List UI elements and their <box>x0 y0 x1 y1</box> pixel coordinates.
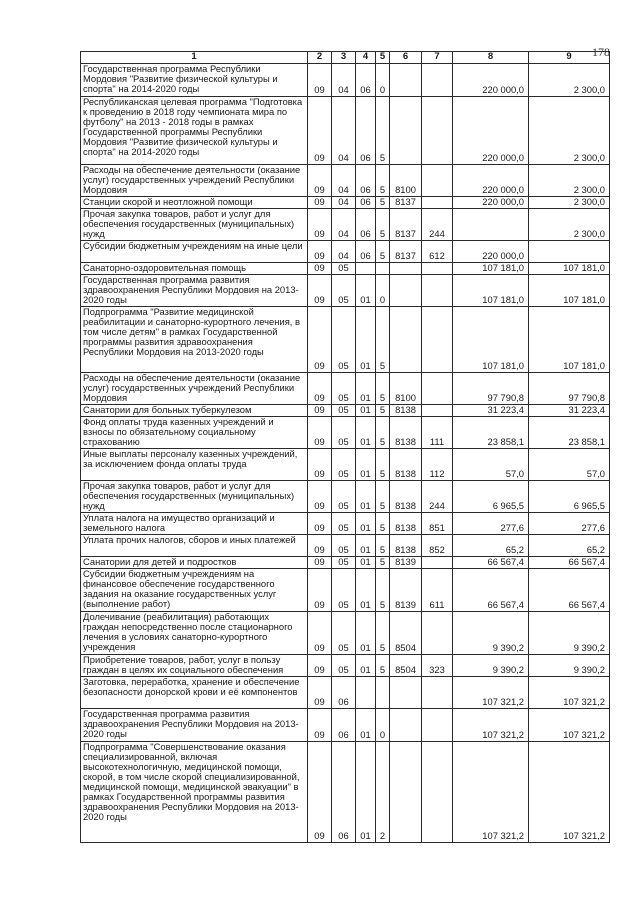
row-expense-type-code <box>422 197 453 209</box>
row-expense-type-code: 852 <box>422 535 453 557</box>
row-amount-col8: 97 790,8 <box>453 373 529 405</box>
row-description: Станции скорой и неотложной помощи <box>81 197 308 209</box>
row-subsection-code: 05 <box>332 373 356 405</box>
row-expense-type-code: 323 <box>422 655 453 677</box>
row-subsection-code: 06 <box>332 709 356 742</box>
row-description: Государственная программа развития здравоохранения Республики Мордовия на 2013-2020 годы <box>81 275 308 307</box>
row-expense-type-code <box>422 263 453 275</box>
row-description: Прочая закупка товаров, работ и услуг для обеспечения государственных (муниципальных) нужд <box>81 481 308 513</box>
row-program-code: 01 <box>356 449 376 481</box>
row-target-code <box>390 677 422 709</box>
row-subprogram-code: 5 <box>376 197 390 209</box>
row-program-code: 01 <box>356 742 376 843</box>
row-expense-type-code <box>422 165 453 197</box>
row-subsection-code: 05 <box>332 449 356 481</box>
row-subsection-code: 05 <box>332 655 356 677</box>
table-row <box>81 373 610 405</box>
row-subsection-code: 04 <box>332 197 356 209</box>
row-expense-type-code <box>422 612 453 655</box>
table-row <box>81 417 610 449</box>
row-target-code <box>390 263 422 275</box>
row-amount-col9: 66 567,4 <box>529 569 610 612</box>
row-program-code: 01 <box>356 373 376 405</box>
row-amount-col9: 97 790,8 <box>529 373 610 405</box>
row-amount-col8: 107 321,2 <box>453 742 529 843</box>
row-target-code <box>390 97 422 165</box>
row-program-code: 01 <box>356 481 376 513</box>
row-section-code: 09 <box>308 165 332 197</box>
row-description: Прочая закупка товаров, работ и услуг для обеспечения государственных (муниципальных) нужд <box>81 209 308 241</box>
table-row <box>81 64 610 97</box>
row-expense-type-code <box>422 405 453 417</box>
row-description: Расходы на обеспечение деятельности (оказание услуг) государственных учреждений Республики Мордовия <box>81 165 308 197</box>
row-amount-col8: 220 000,0 <box>453 197 529 209</box>
header-cell: 6 <box>390 52 422 64</box>
row-amount-col8: 66 567,4 <box>453 569 529 612</box>
row-subprogram-code: 5 <box>376 449 390 481</box>
row-subsection-code: 05 <box>332 417 356 449</box>
row-section-code: 09 <box>308 742 332 843</box>
row-program-code: 01 <box>356 535 376 557</box>
row-subprogram-code: 5 <box>376 481 390 513</box>
row-target-code <box>390 709 422 742</box>
table-row <box>81 569 610 612</box>
row-subsection-code: 05 <box>332 307 356 373</box>
row-subsection-code: 04 <box>332 97 356 165</box>
row-subprogram-code: 5 <box>376 405 390 417</box>
row-description: Государственная программа развития здравоохранения Республики Мордовия на 2013-2020 годы <box>81 709 308 742</box>
row-amount-col8 <box>453 209 529 241</box>
row-amount-col9: 65,2 <box>529 535 610 557</box>
row-subsection-code: 06 <box>332 742 356 843</box>
table-row <box>81 241 610 263</box>
row-target-code: 8137 <box>390 197 422 209</box>
row-subprogram-code: 5 <box>376 97 390 165</box>
table-row <box>81 449 610 481</box>
row-subprogram-code: 5 <box>376 373 390 405</box>
row-amount-col8: 66 567,4 <box>453 557 529 569</box>
row-expense-type-code: 611 <box>422 569 453 612</box>
row-amount-col8: 220 000,0 <box>453 165 529 197</box>
row-target-code: 8138 <box>390 449 422 481</box>
row-subprogram-code: 5 <box>376 535 390 557</box>
page-number: 178 <box>592 45 610 59</box>
row-amount-col9 <box>529 241 610 263</box>
row-section-code: 09 <box>308 417 332 449</box>
row-expense-type-code: 244 <box>422 209 453 241</box>
row-subprogram-code: 0 <box>376 64 390 97</box>
row-section-code: 09 <box>308 569 332 612</box>
row-program-code <box>356 677 376 709</box>
row-section-code: 09 <box>308 209 332 241</box>
row-target-code: 8138 <box>390 513 422 535</box>
row-section-code: 09 <box>308 557 332 569</box>
row-amount-col9: 2 300,0 <box>529 64 610 97</box>
row-amount-col8: 220 000,0 <box>453 64 529 97</box>
row-target-code: 8138 <box>390 535 422 557</box>
row-target-code <box>390 275 422 307</box>
row-description: Подпрограмма "Развитие медицинской реабилитации и санаторно-курортного лечения, в том числе детям" в рамках Государственной программы развития здравоохранения Республики Мордовия на 2013-2020 годы <box>81 307 308 373</box>
row-expense-type-code <box>422 307 453 373</box>
row-target-code: 8100 <box>390 165 422 197</box>
row-program-code: 06 <box>356 97 376 165</box>
row-subsection-code: 05 <box>332 263 356 275</box>
row-program-code: 01 <box>356 307 376 373</box>
row-subsection-code: 06 <box>332 677 356 709</box>
row-subprogram-code: 5 <box>376 307 390 373</box>
row-expense-type-code <box>422 373 453 405</box>
row-program-code: 01 <box>356 513 376 535</box>
row-expense-type-code: 111 <box>422 417 453 449</box>
row-target-code <box>390 64 422 97</box>
row-subprogram-code: 5 <box>376 241 390 263</box>
row-section-code: 09 <box>308 449 332 481</box>
row-amount-col8: 107 181,0 <box>453 263 529 275</box>
row-subprogram-code: 5 <box>376 513 390 535</box>
row-description: Подпрограмма "Совершенствование оказания специализированной, включая высокотехнологичную, медицинской помощи, скорой, в том числе скорой специализированной, медицинской помощи, медицинской эвакуации" в рамках Государственной программы развития здравоохранения Республики Мордовия на 2013-2020 годы <box>81 742 308 843</box>
row-description: Уплата прочих налогов, сборов и иных платежей <box>81 535 308 557</box>
row-expense-type-code <box>422 677 453 709</box>
table-row <box>81 97 610 165</box>
row-subsection-code: 05 <box>332 612 356 655</box>
row-section-code: 09 <box>308 481 332 513</box>
row-subprogram-code: 5 <box>376 417 390 449</box>
row-target-code: 8504 <box>390 612 422 655</box>
row-amount-col9: 107 181,0 <box>529 307 610 373</box>
row-section-code: 09 <box>308 535 332 557</box>
table-row <box>81 677 610 709</box>
row-amount-col8: 107 181,0 <box>453 275 529 307</box>
row-subsection-code: 04 <box>332 64 356 97</box>
row-amount-col8: 6 965,5 <box>453 481 529 513</box>
row-subprogram-code: 2 <box>376 742 390 843</box>
header-cell: 1 <box>81 52 308 64</box>
table-row <box>81 742 610 843</box>
row-expense-type-code <box>422 742 453 843</box>
row-section-code: 09 <box>308 612 332 655</box>
row-program-code: 01 <box>356 709 376 742</box>
row-subsection-code: 05 <box>332 569 356 612</box>
row-subsection-code: 05 <box>332 513 356 535</box>
row-description: Республиканская целевая программа "Подготовка к проведению в 2018 году чемпионата мира по футболу" на 2013 - 2018 годы в рамках Государственной программы Республики Мордовия "Развитие физической культуры и спорта" на 2014-2020 годы <box>81 97 308 165</box>
row-amount-col8: 23 858,1 <box>453 417 529 449</box>
row-target-code <box>390 307 422 373</box>
row-expense-type-code: 612 <box>422 241 453 263</box>
table-row <box>81 655 610 677</box>
row-description: Расходы на обеспечение деятельности (оказание услуг) государственных учреждений Республики Мордовия <box>81 373 308 405</box>
row-expense-type-code <box>422 64 453 97</box>
row-description: Иные выплаты персоналу казенных учреждений, за исключением фонда оплаты труда <box>81 449 308 481</box>
row-description: Приобретение товаров, работ, услуг в пользу граждан в целях их социального обеспечения <box>81 655 308 677</box>
row-description: Санатории для детей и подростков <box>81 557 308 569</box>
row-subsection-code: 04 <box>332 241 356 263</box>
table-row <box>81 557 610 569</box>
row-amount-col9: 277,6 <box>529 513 610 535</box>
row-subprogram-code <box>376 677 390 709</box>
row-description: Фонд оплаты труда казенных учреждений и взносы по обязательному социальному страхованию <box>81 417 308 449</box>
row-target-code: 8504 <box>390 655 422 677</box>
header-row <box>81 52 610 64</box>
row-amount-col9: 6 965,5 <box>529 481 610 513</box>
row-target-code: 8138 <box>390 405 422 417</box>
row-amount-col8: 107 181,0 <box>453 307 529 373</box>
row-description: Санаторно-оздоровительная помощь <box>81 263 308 275</box>
row-amount-col8: 107 321,2 <box>453 677 529 709</box>
row-program-code: 06 <box>356 241 376 263</box>
row-subsection-code: 05 <box>332 557 356 569</box>
row-amount-col9: 2 300,0 <box>529 197 610 209</box>
row-amount-col8: 9 390,2 <box>453 612 529 655</box>
row-subprogram-code: 5 <box>376 655 390 677</box>
row-description: Заготовка, переработка, хранение и обеспечение безопасности донорской крови и её компонентов <box>81 677 308 709</box>
row-section-code: 09 <box>308 64 332 97</box>
table-row <box>81 709 610 742</box>
table-row <box>81 275 610 307</box>
row-section-code: 09 <box>308 241 332 263</box>
table-row <box>81 612 610 655</box>
row-amount-col9: 2 300,0 <box>529 97 610 165</box>
row-subprogram-code: 5 <box>376 612 390 655</box>
row-subprogram-code: 0 <box>376 275 390 307</box>
row-amount-col8: 277,6 <box>453 513 529 535</box>
row-section-code: 09 <box>308 263 332 275</box>
header-cell: 4 <box>356 52 376 64</box>
header-cell: 9 <box>529 52 610 64</box>
table-row <box>81 481 610 513</box>
row-program-code: 01 <box>356 405 376 417</box>
row-section-code: 09 <box>308 513 332 535</box>
row-amount-col9: 31 223,4 <box>529 405 610 417</box>
row-program-code: 06 <box>356 197 376 209</box>
row-target-code: 8100 <box>390 373 422 405</box>
row-section-code: 09 <box>308 405 332 417</box>
header-cell: 2 <box>308 52 332 64</box>
row-subsection-code: 05 <box>332 481 356 513</box>
row-subsection-code: 05 <box>332 405 356 417</box>
row-target-code: 8137 <box>390 241 422 263</box>
row-subprogram-code: 5 <box>376 209 390 241</box>
row-program-code <box>356 263 376 275</box>
row-target-code: 8139 <box>390 569 422 612</box>
row-subprogram-code: 5 <box>376 165 390 197</box>
table-row <box>81 535 610 557</box>
row-section-code: 09 <box>308 275 332 307</box>
row-amount-col9: 66 567,4 <box>529 557 610 569</box>
table-row <box>81 405 610 417</box>
table-row <box>81 197 610 209</box>
row-subsection-code: 04 <box>332 165 356 197</box>
row-expense-type-code <box>422 709 453 742</box>
row-target-code <box>390 742 422 843</box>
row-expense-type-code: 112 <box>422 449 453 481</box>
row-subsection-code: 05 <box>332 275 356 307</box>
row-subsection-code: 05 <box>332 535 356 557</box>
row-amount-col8: 107 321,2 <box>453 709 529 742</box>
row-subprogram-code <box>376 263 390 275</box>
row-program-code: 01 <box>356 655 376 677</box>
row-program-code: 06 <box>356 64 376 97</box>
row-expense-type-code <box>422 275 453 307</box>
row-expense-type-code <box>422 557 453 569</box>
row-target-code: 8138 <box>390 481 422 513</box>
row-amount-col9: 23 858,1 <box>529 417 610 449</box>
table-row <box>81 263 610 275</box>
row-amount-col9: 2 300,0 <box>529 165 610 197</box>
row-description: Долечивание (реабилитация) работающих граждан непосредственно после стационарного лечения в условиях санаторно-курортного учреждения <box>81 612 308 655</box>
row-expense-type-code <box>422 97 453 165</box>
row-amount-col8: 220 000,0 <box>453 241 529 263</box>
row-amount-col8: 57,0 <box>453 449 529 481</box>
row-section-code: 09 <box>308 307 332 373</box>
row-subprogram-code: 0 <box>376 709 390 742</box>
row-amount-col8: 220 000,0 <box>453 97 529 165</box>
row-section-code: 09 <box>308 709 332 742</box>
row-amount-col9: 2 300,0 <box>529 209 610 241</box>
row-program-code: 01 <box>356 557 376 569</box>
row-amount-col9: 107 181,0 <box>529 275 610 307</box>
row-description: Уплата налога на имущество организаций и земельного налога <box>81 513 308 535</box>
row-amount-col9: 9 390,2 <box>529 612 610 655</box>
row-amount-col9: 107 321,2 <box>529 742 610 843</box>
row-program-code: 06 <box>356 209 376 241</box>
row-amount-col9: 9 390,2 <box>529 655 610 677</box>
row-description: Субсидии бюджетным учреждениям на финансовое обеспечение государственного задания на оказание государственных услуг (выполнение работ) <box>81 569 308 612</box>
row-expense-type-code: 244 <box>422 481 453 513</box>
table-row <box>81 165 610 197</box>
row-description: Субсидии бюджетным учреждениям на иные цели <box>81 241 308 263</box>
header-cell: 5 <box>376 52 390 64</box>
table-row <box>81 307 610 373</box>
row-subprogram-code: 5 <box>376 557 390 569</box>
table-row <box>81 209 610 241</box>
row-program-code: 01 <box>356 417 376 449</box>
header-cell: 7 <box>422 52 453 64</box>
row-target-code: 8137 <box>390 209 422 241</box>
row-section-code: 09 <box>308 373 332 405</box>
row-program-code: 06 <box>356 165 376 197</box>
row-target-code: 8139 <box>390 557 422 569</box>
row-section-code: 09 <box>308 97 332 165</box>
row-amount-col9: 107 321,2 <box>529 709 610 742</box>
header-cell: 3 <box>332 52 356 64</box>
row-program-code: 01 <box>356 569 376 612</box>
row-target-code: 8138 <box>390 417 422 449</box>
budget-table <box>80 51 610 843</box>
row-amount-col9: 107 321,2 <box>529 677 610 709</box>
row-subprogram-code: 5 <box>376 569 390 612</box>
row-description: Санатории для больных туберкулезом <box>81 405 308 417</box>
row-section-code: 09 <box>308 197 332 209</box>
row-amount-col8: 9 390,2 <box>453 655 529 677</box>
row-amount-col9: 57,0 <box>529 449 610 481</box>
header-cell: 8 <box>453 52 529 64</box>
row-program-code: 01 <box>356 612 376 655</box>
row-expense-type-code: 851 <box>422 513 453 535</box>
row-description: Государственная программа Республики Мордовия "Развитие физической культуры и спорта" на 2014-2020 годы <box>81 64 308 97</box>
row-amount-col9: 107 181,0 <box>529 263 610 275</box>
row-amount-col8: 31 223,4 <box>453 405 529 417</box>
row-section-code: 09 <box>308 655 332 677</box>
row-amount-col8: 65,2 <box>453 535 529 557</box>
table-row <box>81 513 610 535</box>
row-program-code: 01 <box>356 275 376 307</box>
row-subsection-code: 04 <box>332 209 356 241</box>
row-section-code: 09 <box>308 677 332 709</box>
